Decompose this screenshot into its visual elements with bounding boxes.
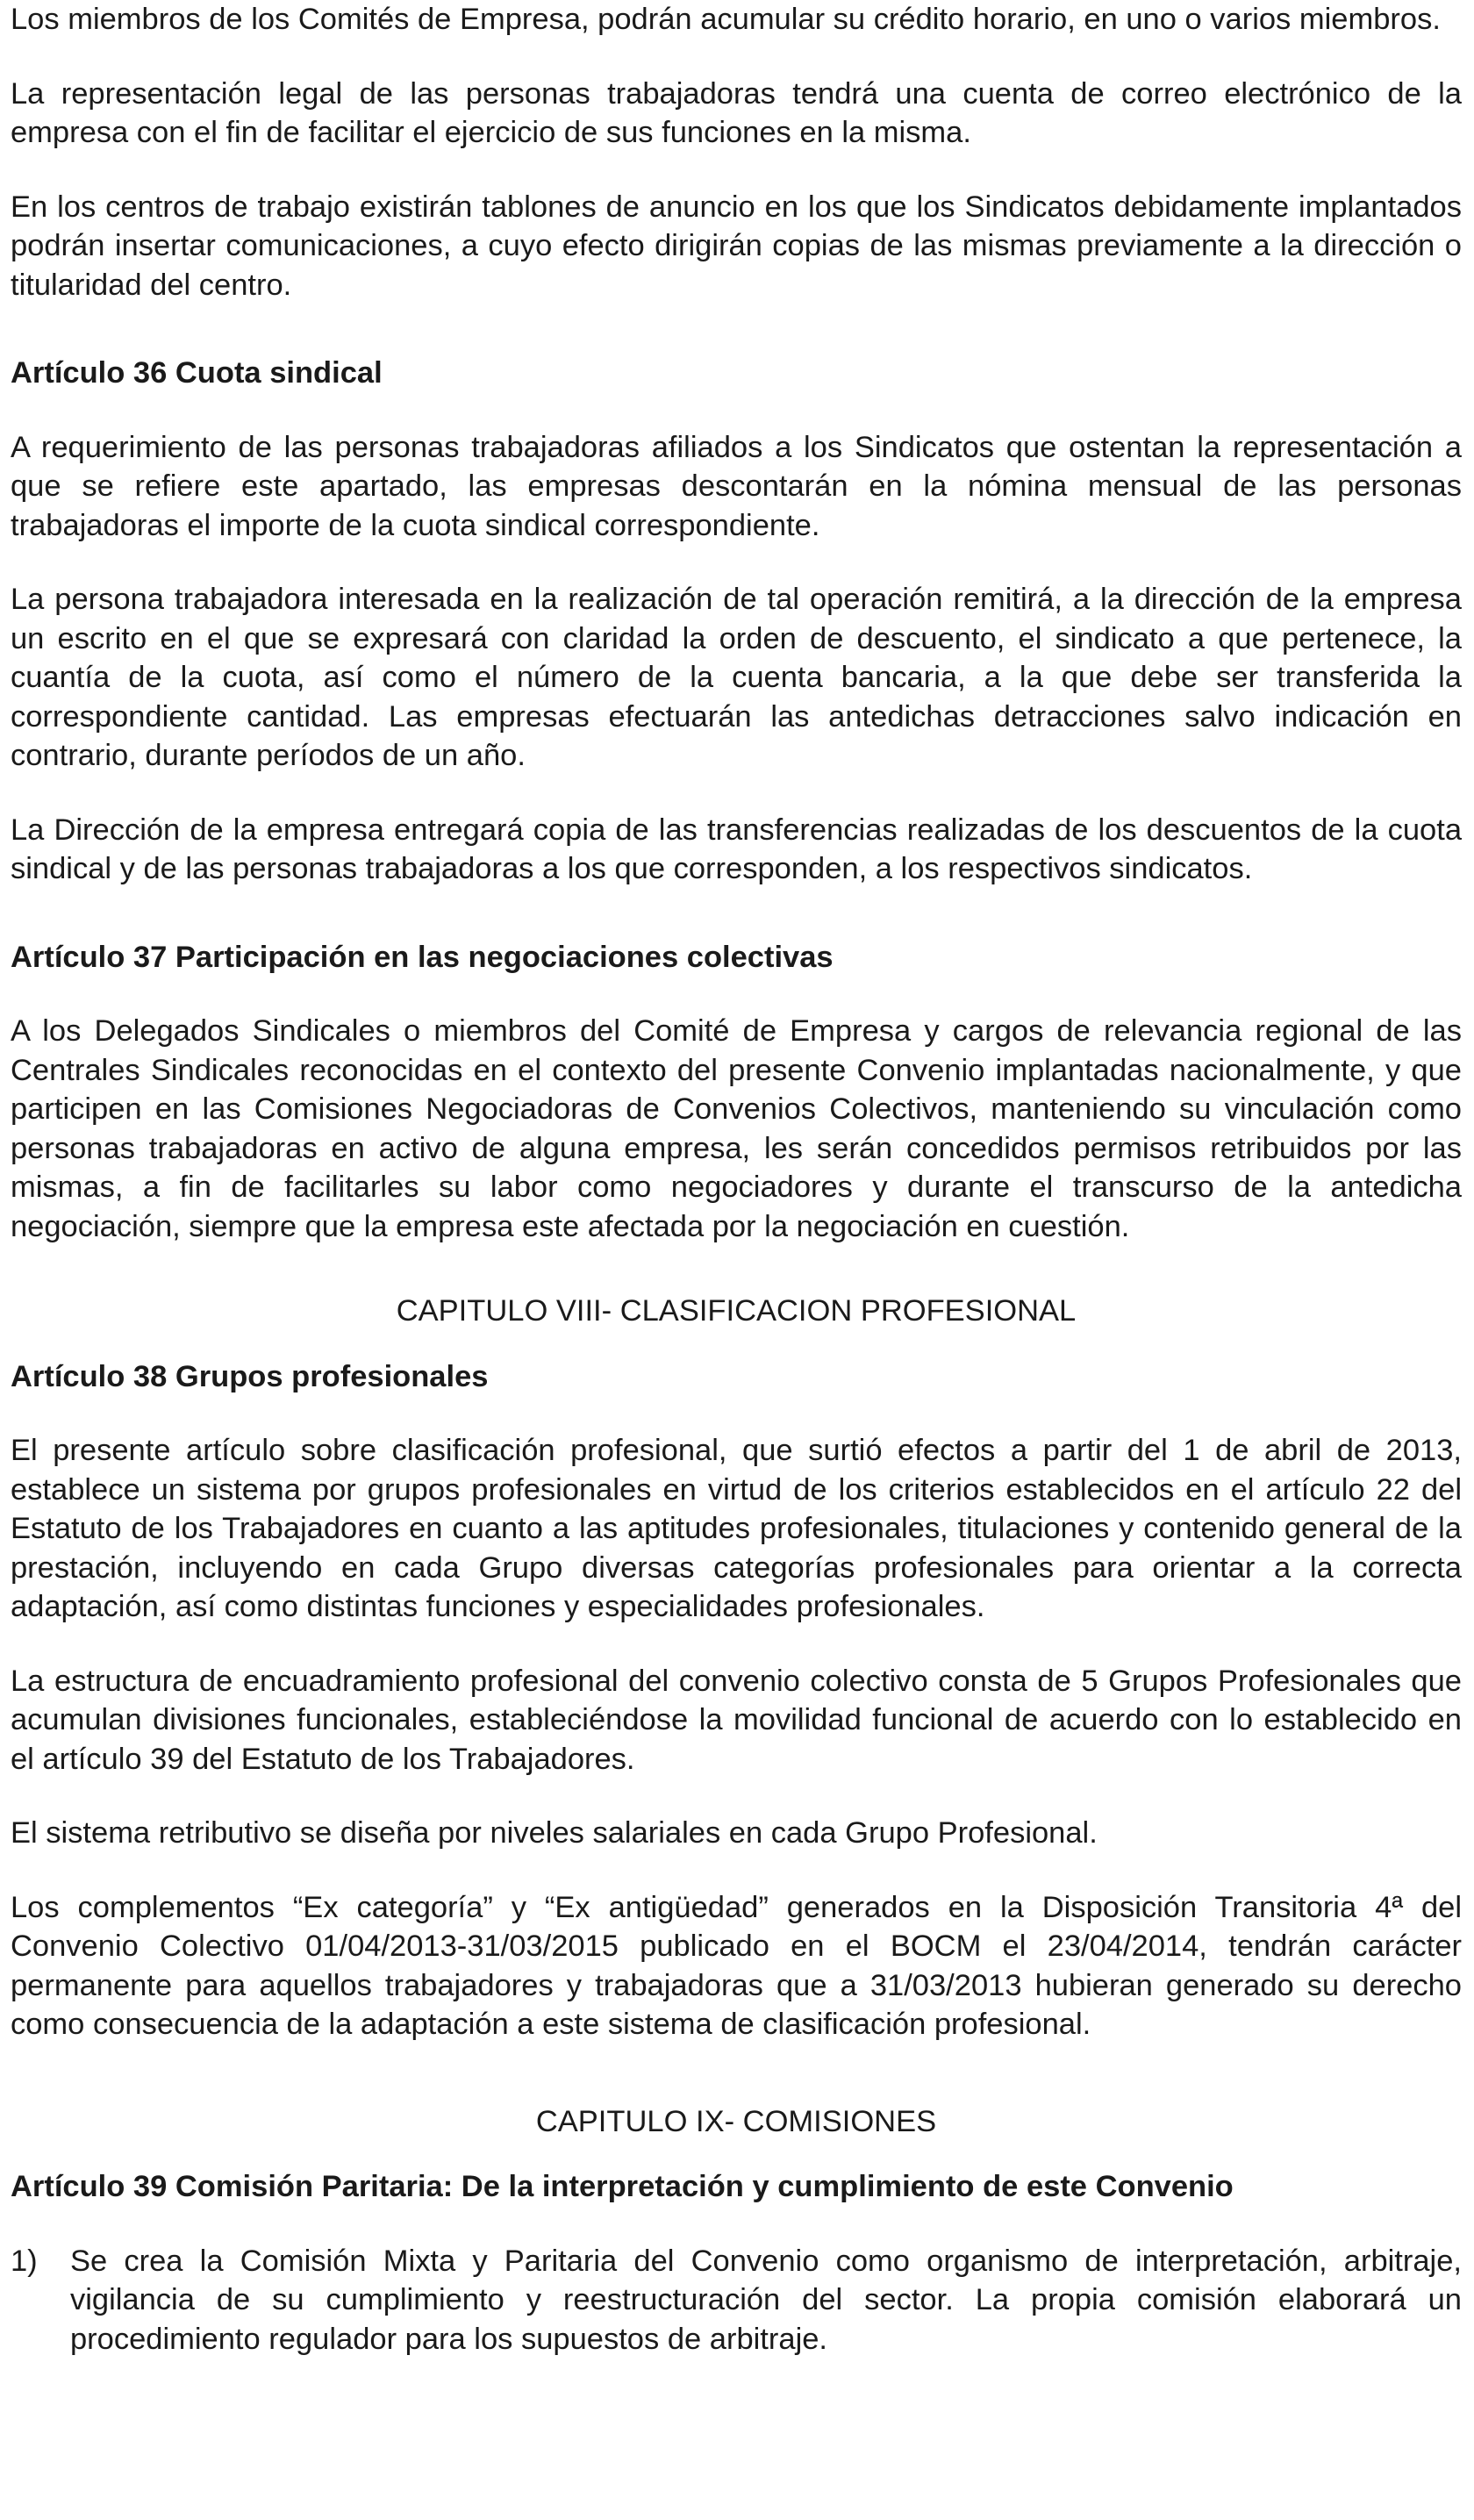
list-item-text: Se crea la Comisión Mixta y Paritaria del Convenio como organismo de interpretación, arbitraje, vigilancia de su cumplimiento y reestructuración del sector. La propia comisión elaborará un procedimiento regulador para los supuestos de arbitraje. <box>70 2244 1462 2356</box>
paragraph-art38-estructura: La estructura de encuadramiento profesional del convenio colectivo consta de 5 Grupos Profesionales que acumulan divisiones funcionales, estableciéndose la movilidad funcional de acuerdo con lo establecido en el artículo 39 del Estatuto de los Trabajadores. <box>11 1664 1462 1776</box>
heading-articulo-38: Artículo 38 Grupos profesionales <box>11 1359 489 1393</box>
paragraph-art38-complementos: Los complementos “Ex categoría” y “Ex antigüedad” generados en la Disposición Transitoria 4ª del Convenio Colectivo 01/04/2013-31/03/2015 publicado en el BOCM el 23/04/2014, tendrán carácter permanente para aquellos trabajadores y trabajadoras que a 31/03/2013 hubieran generado su derecho como consecuencia de la adaptación a este sistema de clasificación profesional. <box>11 1890 1462 2041</box>
paragraph-art36-copia: La Dirección de la empresa entregará copia de las transferencias realizadas de los descuentos de la cuota sindical y de las personas trabajadoras a los que corresponden, a los respectivos sindicatos. <box>11 813 1462 885</box>
list-item <box>11 2242 1462 2359</box>
list-item-number: 1) <box>11 2244 38 2278</box>
paragraph-art38-sistema-retributivo: El sistema retributivo se diseña por niveles salariales en cada Grupo Profesional. <box>11 1816 1098 1850</box>
paragraph-art38-clasificacion: El presente artículo sobre clasificación profesional, que surtió efectos a partir del 1 de abril de 2013, establece un sistema por grupos profesionales en virtud de los criterios establecidos en el artículo 22 del Estatuto de los Trabajadores en cuanto a las aptitudes profesionales, titulaciones y contenido general de la prestación, incluyendo en cada Grupo diversas categorías profesionales para orientar a la correcta adaptación, así como distintas funciones y especialidades profesionales. <box>11 1434 1462 1623</box>
heading-articulo-37: Artículo 37 Participación en las negociaciones colectivas <box>11 940 834 974</box>
paragraph-tablones-anuncio: En los centros de trabajo existirán tablones de anuncio en los que los Sindicatos debidamente implantados podrán insertar comunicaciones, a cuyo efecto dirigirán copias de las mismas previamente a la dirección o titularidad del centro. <box>11 190 1462 302</box>
heading-articulo-36: Artículo 36 Cuota sindical <box>11 356 383 390</box>
chapter-title-viii: CAPITULO VIII- CLASIFICACION PROFESIONAL <box>396 1294 1077 1328</box>
paragraph-art36-requerimiento: A requerimiento de las personas trabajadoras afiliados a los Sindicatos que ostentan la representación a que se refiere este apartado, las empresas descontarán en la nómina mensual de las personas trabajadoras el importe de la cuota sindical correspondiente. <box>11 430 1462 542</box>
paragraph-art37-delegados: A los Delegados Sindicales o miembros del Comité de Empresa y cargos de relevancia regional de las Centrales Sindicales reconocidas en el contexto del presente Convenio implantadas nacionalmente, y que participen en las Comisiones Negociadoras de Convenios Colectivos, manteniendo su vinculación como personas trabajadoras en activo de alguna empresa, les serán concedidos permisos retribuidos por las mismas, a fin de facilitarles su labor como negociadores y durante el transcurso de la antedicha negociación, siempre que la empresa este afectada por la negociación en cuestión. <box>11 1014 1462 1243</box>
paragraph-correo-electronico: La representación legal de las personas trabajadoras tendrá una cuenta de correo electrónico de la empresa con el fin de facilitar el ejercicio de sus funciones en la misma. <box>11 76 1462 149</box>
chapter-title-ix: CAPITULO IX- COMISIONES <box>535 2104 937 2138</box>
paragraph-credito-horario: Los miembros de los Comités de Empresa, podrán acumular su crédito horario, en uno o varios miembros. <box>11 3 1441 36</box>
paragraph-art36-escrito: La persona trabajadora interesada en la realización de tal operación remitirá, a la dirección de la empresa un escrito en el que se expresará con claridad la orden de descuento, el sindicato a que pertenece, la cuantía de la cuota, así como el número de la cuenta bancaria, a la que debe ser transferida la correspondiente cantidad. Las empresas efectuarán las antedichas detracciones salvo indicación en contrario, durante períodos de un año. <box>11 583 1462 772</box>
heading-articulo-39: Artículo 39 Comisión Paritaria: De la interpretación y cumplimiento de este Convenio <box>11 2170 1234 2203</box>
document-page <box>11 0 1462 2359</box>
